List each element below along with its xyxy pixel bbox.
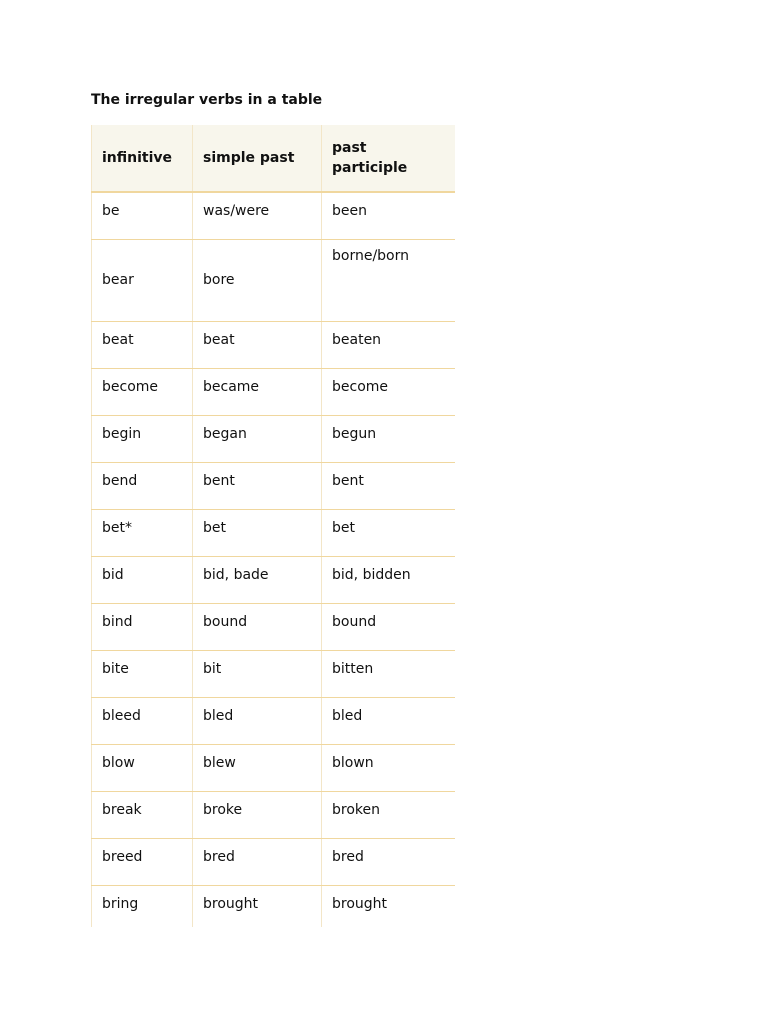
cell-simple-past: broke <box>193 791 322 838</box>
cell-simple-past: brought <box>193 885 322 927</box>
cell-past-participle: bitten <box>322 650 456 697</box>
cell-infinitive: become <box>92 368 193 415</box>
cell-infinitive: bend <box>92 462 193 509</box>
cell-simple-past: was/were <box>193 192 322 239</box>
table-row <box>92 415 456 462</box>
cell-past-participle: brought <box>322 885 456 927</box>
cell-past-participle: bet <box>322 509 456 556</box>
cell-past-participle: bred <box>322 838 456 885</box>
table-row <box>92 838 456 885</box>
header-simple-past: simple past <box>193 125 322 192</box>
table-row <box>92 650 456 697</box>
cell-infinitive: beat <box>92 321 193 368</box>
cell-simple-past: blew <box>193 744 322 791</box>
table-row <box>92 239 456 321</box>
cell-simple-past: bled <box>193 697 322 744</box>
cell-past-participle: begun <box>322 415 456 462</box>
irregular-verbs-table <box>91 125 455 927</box>
table-row <box>92 556 456 603</box>
table-row <box>92 697 456 744</box>
cell-simple-past: bound <box>193 603 322 650</box>
table-row <box>92 321 456 368</box>
cell-past-participle: broken <box>322 791 456 838</box>
table-title: The irregular verbs in a table <box>91 92 323 108</box>
cell-infinitive: bet* <box>92 509 193 556</box>
header-infinitive: infinitive <box>92 125 193 192</box>
cell-past-participle: blown <box>322 744 456 791</box>
cell-simple-past: bore <box>193 239 322 321</box>
cell-infinitive: bleed <box>92 697 193 744</box>
cell-infinitive: breed <box>92 838 193 885</box>
cell-past-participle: bound <box>322 603 456 650</box>
cell-past-participle: bid, bidden <box>322 556 456 603</box>
cell-infinitive: begin <box>92 415 193 462</box>
table-row <box>92 791 456 838</box>
cell-infinitive: bite <box>92 650 193 697</box>
cell-simple-past: bred <box>193 838 322 885</box>
cell-simple-past: bit <box>193 650 322 697</box>
cell-past-participle: bent <box>322 462 456 509</box>
table-row <box>92 603 456 650</box>
cell-infinitive: be <box>92 192 193 239</box>
cell-past-participle: beaten <box>322 321 456 368</box>
table-row <box>92 744 456 791</box>
header-past-participle-text: past participle <box>332 140 408 176</box>
cell-simple-past: became <box>193 368 322 415</box>
table-row <box>92 885 456 927</box>
cell-past-participle: become <box>322 368 456 415</box>
cell-infinitive: bind <box>92 603 193 650</box>
cell-infinitive: blow <box>92 744 193 791</box>
header-past-participle <box>322 125 456 192</box>
cell-past-participle: bled <box>322 697 456 744</box>
table-header-row <box>92 125 456 192</box>
table-row <box>92 368 456 415</box>
table-row <box>92 192 456 239</box>
cell-simple-past: beat <box>193 321 322 368</box>
cell-past-participle: borne/born <box>322 239 456 321</box>
table-row <box>92 462 456 509</box>
cell-simple-past: began <box>193 415 322 462</box>
cell-simple-past: bent <box>193 462 322 509</box>
cell-infinitive: bring <box>92 885 193 927</box>
cell-infinitive: break <box>92 791 193 838</box>
cell-infinitive: bid <box>92 556 193 603</box>
cell-infinitive: bear <box>92 239 193 321</box>
cell-simple-past: bet <box>193 509 322 556</box>
cell-past-participle: been <box>322 192 456 239</box>
verb-table-container <box>91 125 455 927</box>
cell-simple-past: bid, bade <box>193 556 322 603</box>
table-row <box>92 509 456 556</box>
